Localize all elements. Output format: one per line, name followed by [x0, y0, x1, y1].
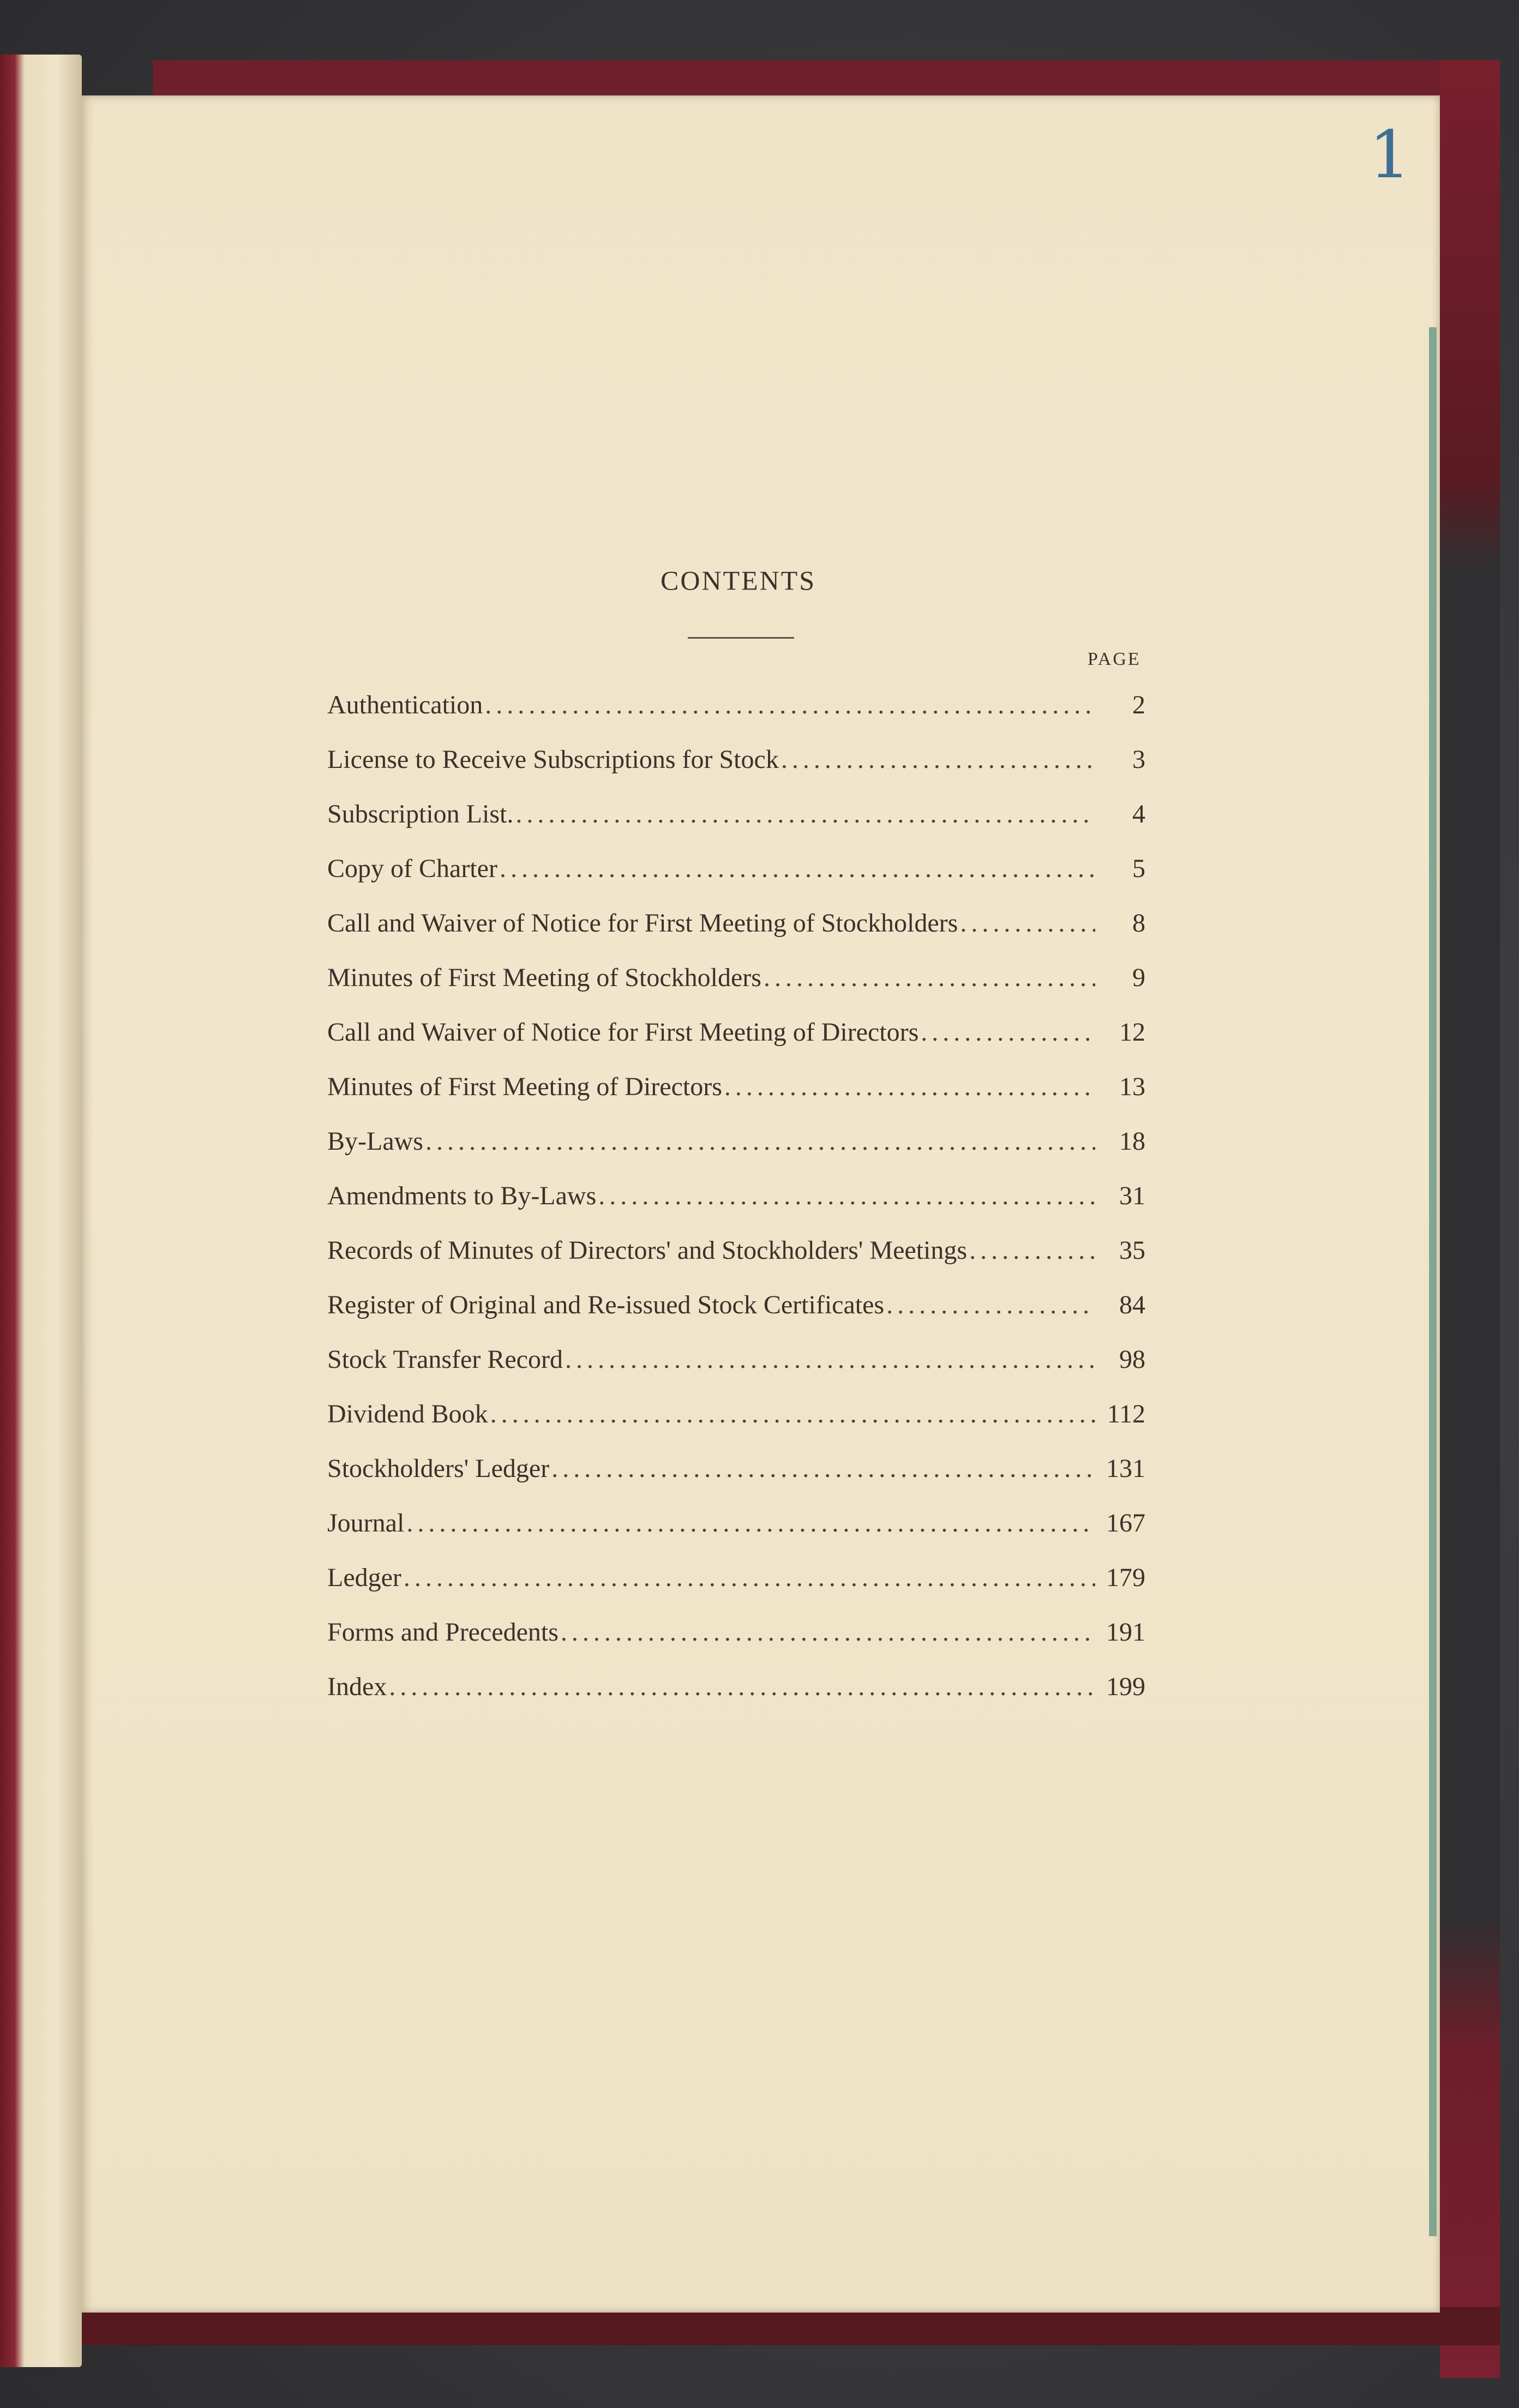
dot-leader: [389, 1672, 1095, 1702]
toc-entry-title: Records of Minutes of Directors' and Stockholders' Meetings: [327, 1236, 968, 1265]
toc-entry-title: Ledger: [327, 1563, 401, 1592]
toc-entry-page: 98: [1119, 1345, 1145, 1374]
toc-entry: [327, 1290, 1145, 1344]
cover-right-edge: [1440, 60, 1500, 2378]
page-number-mark: 1: [1369, 117, 1411, 193]
toc-entry: [327, 799, 1145, 854]
toc-entry-title: Dividend Book: [327, 1400, 488, 1428]
toc-entry: [327, 1072, 1145, 1126]
page-column-label: PAGE: [1088, 649, 1141, 669]
cover-bottom-edge: [82, 2307, 1500, 2345]
toc-entry-title: Copy of Charter: [327, 854, 497, 883]
toc-entry-page: 4: [1132, 800, 1145, 828]
toc-entry-page: 112: [1107, 1400, 1145, 1428]
dot-leader: [485, 690, 1095, 720]
dot-leader: [764, 963, 1095, 993]
dot-leader: [921, 1017, 1095, 1047]
toc-entry: [327, 1672, 1145, 1726]
toc-entry-title: By-Laws: [327, 1127, 423, 1156]
toc-entry-page: 8: [1132, 909, 1145, 938]
toc-entry-page: 191: [1106, 1618, 1145, 1647]
dot-leader: [425, 1126, 1095, 1156]
toc-entry-page: 179: [1106, 1563, 1145, 1592]
toc-entry: [327, 690, 1145, 744]
toc-entry-title: Register of Original and Re-issued Stock Certificates: [327, 1290, 885, 1319]
dot-leader: [781, 744, 1095, 774]
page-fore-edge: [1429, 327, 1437, 2236]
dot-leader: [500, 854, 1095, 884]
dot-leader: [724, 1072, 1095, 1102]
toc-entry-title: License to Receive Subscriptions for Stock: [327, 745, 779, 774]
toc-entry: [327, 1017, 1145, 1072]
toc-entry-title: Minutes of First Meeting of Directors: [327, 1072, 722, 1101]
toc-entry: [327, 1563, 1145, 1617]
toc-entry-page: 3: [1132, 745, 1145, 774]
toc-entry: [327, 1235, 1145, 1290]
toc-entry-title: Subscription List.: [327, 800, 514, 828]
toc-entry-title: Stockholders' Ledger: [327, 1454, 550, 1483]
toc-entry-page: 84: [1119, 1290, 1145, 1319]
toc-entry-page: 31: [1119, 1181, 1145, 1210]
toc-entry: [327, 1399, 1145, 1454]
page-title: CONTENTS: [661, 565, 816, 596]
toc-entry: [327, 1617, 1145, 1672]
dot-leader: [565, 1344, 1095, 1374]
toc-entry-title: Journal: [327, 1509, 405, 1538]
toc-entry-title: Stock Transfer Record: [327, 1345, 563, 1374]
dot-leader: [551, 1454, 1095, 1484]
toc-entry-page: 167: [1106, 1509, 1145, 1538]
toc-entry: [327, 854, 1145, 908]
toc-entry-page: 131: [1106, 1454, 1145, 1483]
toc-entry: [327, 1344, 1145, 1399]
toc-entry-title: Index: [327, 1672, 387, 1701]
toc-entry-page: 2: [1132, 690, 1145, 719]
facing-page-edge: [0, 55, 82, 2367]
dot-leader: [406, 1508, 1095, 1538]
dot-leader: [404, 1563, 1095, 1593]
toc-entry: [327, 963, 1145, 1017]
toc-entry-page: 18: [1119, 1127, 1145, 1156]
toc-entry-title: Minutes of First Meeting of Stockholders: [327, 963, 761, 992]
dot-leader: [886, 1290, 1095, 1320]
toc-entry: [327, 1126, 1145, 1181]
toc-entry-title: Call and Waiver of Notice for First Meeting of Directors: [327, 1018, 919, 1047]
toc-entry: [327, 1181, 1145, 1235]
toc-entry-title: Authentication: [327, 690, 483, 719]
dot-leader: [960, 908, 1095, 938]
toc-entry-page: 35: [1119, 1236, 1145, 1265]
toc-entry: [327, 1454, 1145, 1508]
toc-entry: [327, 908, 1145, 963]
dot-leader: [598, 1181, 1095, 1211]
toc-entry-page: 13: [1119, 1072, 1145, 1101]
table-of-contents: [327, 690, 1145, 1726]
dot-leader: [561, 1617, 1095, 1647]
toc-entry-page: 199: [1106, 1672, 1145, 1701]
toc-entry-title: Amendments to By-Laws: [327, 1181, 597, 1210]
dot-leader: [515, 799, 1095, 829]
title-rule: [688, 637, 794, 639]
dot-leader: [969, 1235, 1095, 1265]
toc-entry-page: 12: [1119, 1018, 1145, 1047]
toc-entry: [327, 744, 1145, 799]
toc-entry-title: Call and Waiver of Notice for First Meeting of Stockholders: [327, 909, 958, 938]
toc-entry: [327, 1508, 1145, 1563]
toc-entry-page: 9: [1132, 963, 1145, 992]
toc-entry-title: Forms and Precedents: [327, 1618, 559, 1647]
toc-entry-page: 5: [1132, 854, 1145, 883]
dot-leader: [490, 1399, 1095, 1429]
